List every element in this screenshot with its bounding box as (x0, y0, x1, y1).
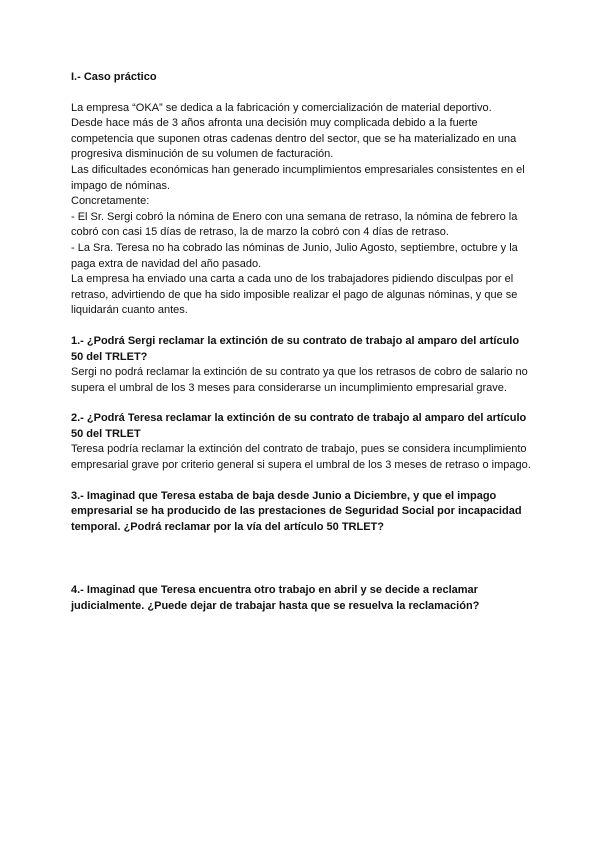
question-block-4 (71, 583, 533, 614)
intro-paragraph: Concretamente: (71, 195, 150, 208)
question-2: 2.- ¿Podrá Teresa reclamar la extinción de su contrato de trabajo al amparo del artículo 50 del TRLET (71, 412, 527, 440)
intro-paragraph: Las dificultades económicas han generado incumplimientos empresariales consistentes en el impago de nóminas. (71, 163, 525, 192)
section-heading: I.- Caso práctico (71, 71, 157, 83)
case-intro (71, 101, 533, 319)
question-3: 3.- Imaginad que Teresa estaba de baja desde Junio a Diciembre, y que el impago empresarial se ha producido de las prestaciones de Seguridad Social por incapacidad temporal. ¿Podrá reclamar por la vía del artículo 50 TRLET? (71, 489, 522, 533)
intro-paragraph: - La Sra. Teresa no ha cobrado las nóminas de Junio, Julio Agosto, septiembre, octubre y la paga extra de navidad del año pasado. (71, 241, 518, 270)
answer-2: Teresa podría reclamar la extinción del contrato de trabajo, pues se considera incumplimiento empresarial grave por criterio general si supera el umbral de los 3 meses de retraso o impago. (71, 443, 531, 472)
question-block-1 (71, 334, 533, 396)
document-page (71, 70, 533, 615)
intro-paragraph: La empresa ha enviado una carta a cada uno de los trabajadores pidiendo disculpas por el retraso, advirtiendo de que ha sido imposible realizar el pago de algunas nóminas, y que se liquidarán cuanto antes. (71, 273, 518, 317)
question-1: 1.- ¿Podrá Sergi reclamar la extinción de su contrato de trabajo al amparo del artículo 50 del TRLET? (71, 334, 520, 363)
question-block-3 (71, 489, 533, 536)
question-4: 4.- Imaginad que Teresa encuentra otro trabajo en abril y se decide a reclamar judicialmente. ¿Puede dejar de trabajar hasta que se resuelva la reclamación? (71, 584, 480, 613)
intro-paragraph: - El Sr. Sergi cobró la nómina de Enero con una semana de retraso, la nómina de febrero la cobró con casi 15 días de retraso, la de marzo la cobró con 4 días de retraso. (71, 210, 518, 239)
intro-paragraph: Desde hace más de 3 años afronta una decisión muy complicada debido a la fuerte competencia que suponen otras cadenas dentro del sector, que se ha materializado en una progresiva disminución de su volumen de facturación. (71, 117, 517, 161)
question-block-2 (71, 411, 533, 473)
intro-paragraph: La empresa “OKA” se dedica a la fabricación y comercialización de material deportivo. (71, 101, 492, 114)
answer-1: Sergi no podrá reclamar la extinción de su contrato ya que los retrasos de cobro de salario no supera el umbral de los 3 meses para considerarse un incumplimiento empresarial grave. (71, 366, 528, 394)
